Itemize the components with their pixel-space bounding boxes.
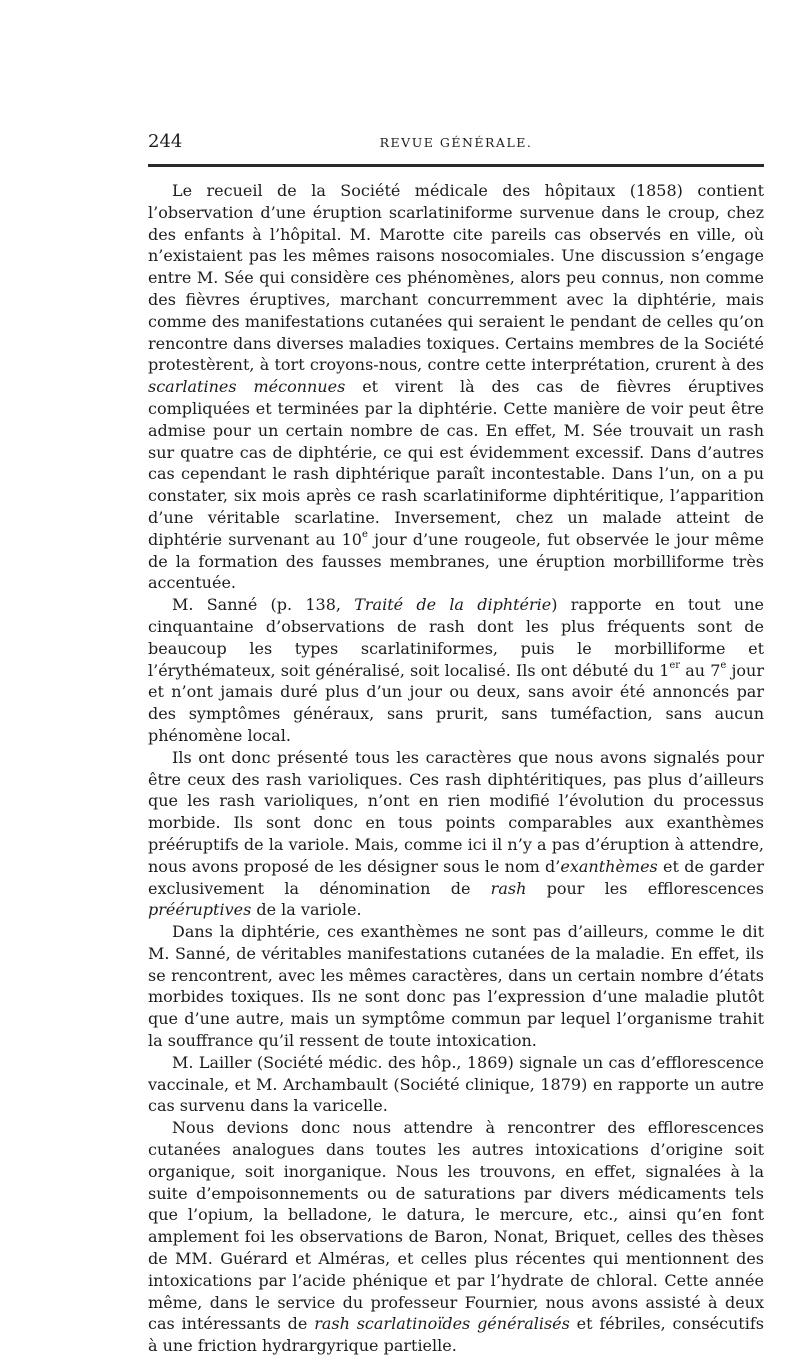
paragraph bbox=[148, 594, 764, 747]
superscript: er bbox=[669, 659, 681, 671]
italic-text: Traité de la diphtérie bbox=[354, 595, 552, 615]
text-run: ) rapporte en tout une cinquantaine d’observations de rash dont les plus fréquents sont de beaucoup les types scarlatiniformes, puis le morbilliforme et l’érythémateux, soit généralisé, soit localisé. Ils ont débuté du 1 bbox=[148, 595, 764, 680]
text-run: pour les efflorescences bbox=[526, 878, 765, 898]
text-run: au 7 bbox=[680, 660, 721, 680]
paragraph bbox=[148, 921, 764, 1052]
text-run: Nous devions donc nous attendre à rencontrer des efflorescences cutanées analogues dans toutes les autres intoxications d’origine soit organique, soit inorganique. Nous les trouvons, en effet, signalées à la suite d’empoisonnements ou de saturations par divers médicaments tels que l’opium, la belladone, le datura, le mercure, etc., ainsi qu’en font amplement foi les observations de Baron, Nonat, Briquet, celles des thèses de MM. Guérard et Alméras, et celles plus récentes qui mentionnent des intoxications par l’acide phénique et par l’hydrate de chloral. Cette année même, dans le service du professeur Fournier, nous avons assisté à deux cas intéressants de bbox=[148, 1118, 764, 1334]
italic-text: scarlatines méconnues bbox=[148, 377, 346, 397]
text-run: Le recueil de la Société médicale des hôpitaux (1858) contient l’observation d’une éruption scarlatiniforme survenue dans le croup, chez des enfants à l’hôpital. M. Marotte cite pareils cas observés en ville, où n’existaient pas les mêmes raisons nosocomiales. Une discussion s’engage entre M. Sée qui considère ces phénomènes, alors peu connus, non comme des fièvres éruptives, marchant concurremment avec la diphtérie, mais comme des manifestations cutanées qui seraient le pendant de celles qu’on rencontre dans diverses maladies toxiques. Certains membres de la Société protestèrent, à tort croyons-nous, contre cette interprétation, crurent à des bbox=[148, 181, 765, 375]
paragraph bbox=[148, 180, 764, 594]
italic-text: exanthèmes bbox=[560, 856, 658, 876]
text-run: Ils ont donc présenté tous les caractères que nous avons signalés pour être ceux des rash varioliques. Ces rash diphtéritiques, pas plus d’ailleurs que les rash varioliques, n’ont en rien modifié l’évolution du processus morbide. Ils sont donc en tous points comparables aux exanthèmes prééruptifs de la variole. Mais, comme ici il n’y a pas d’éruption à attendre, nous avons proposé de les désigner sous le nom d’ bbox=[148, 747, 764, 876]
italic-text: prééruptives bbox=[148, 900, 252, 920]
paragraph bbox=[148, 1052, 764, 1117]
italic-text: rash scarlatinoïdes généralisés bbox=[314, 1314, 570, 1334]
running-head: REVUE GÉNÉRALE. bbox=[379, 135, 533, 150]
text-run: jour d’une rougeole, fut observée le jour même de la formation des fausses membranes, une éruption morbilliforme très accentuée. bbox=[148, 529, 765, 593]
superscript: e bbox=[361, 528, 368, 540]
body-text bbox=[148, 180, 764, 1357]
superscript: e bbox=[720, 659, 727, 671]
text-run: M. Sanné (p. 138, bbox=[172, 595, 355, 615]
text-run: Dans la diphtérie, ces exanthèmes ne sont pas d’ailleurs, comme le dit M. Sanné, de véritables manifestations cutanées de la maladie. En effet, ils se rencontrent, avec les mêmes caractères, dans un certain nombre d’états morbides toxiques. Ils ne sont donc pas l’expression d’une maladie plutôt que d’une autre, mais un symptôme commun par lequel l’organisme trahit la souffrance qu’il ressent de toute intoxication. bbox=[148, 922, 764, 1051]
text-run: et de garder exclusivement la dénomination de bbox=[148, 856, 765, 898]
text-run: jour et n’ont jamais duré plus d’un jour ou deux, sans avoir été annoncés par des symptômes généraux, sans prurit, sans tuméfaction, sans aucun phénomène local. bbox=[148, 660, 764, 745]
text-run: et virent là des cas de fièvres éruptives compliquées et terminées par la diphtérie. Cette manière de voir peut être admise pour un certain nombre de cas. En effet, M. Sée trouvait un rash sur quatre cas de diphtérie, ce qui est évidemment excessif. Dans d’autres cas cependant le rash diphtérique paraît incontestable. Dans l’un, on a pu constater, six mois après ce rash scarlatiniforme diphtéritique, l’apparition d’une véritable scarlatine. Inversement, chez un malade atteint de diphtérie survenant au 10 bbox=[148, 377, 764, 549]
text-run: et fébriles, consécutifs à une friction hydrargyrique partielle. bbox=[148, 1314, 764, 1356]
page-header bbox=[148, 131, 764, 155]
header-rule bbox=[148, 164, 764, 167]
paragraph bbox=[148, 747, 764, 921]
italic-text: rash bbox=[490, 878, 527, 898]
paragraph bbox=[148, 1117, 764, 1357]
text-run: de la variole. bbox=[251, 900, 362, 920]
page-number: 244 bbox=[148, 131, 183, 152]
text-run: M. Lailler (Société médic. des hôp., 1869) signale un cas d’efflorescence vaccinale, et M. Archambault (Société clinique, 1879) en rapporte un autre cas survenu dans la varicelle. bbox=[148, 1052, 764, 1116]
